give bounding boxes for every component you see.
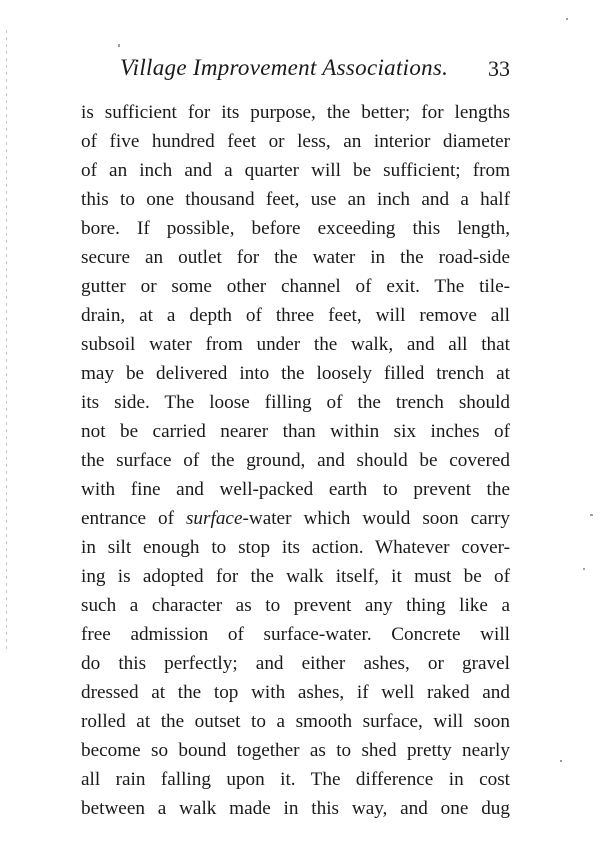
text-line: of an inch and a quarter will be sufficient; from [81,160,510,181]
text-line: drain, at a depth of three feet, will remove all [81,305,510,326]
text-line: dressed at the top with ashes, if well raked and [81,682,510,703]
text-line: do this perfectly; and either ashes, or gravel [81,653,510,674]
text-line: the surface of the ground, and should be covered [81,450,510,471]
text-line: all rain falling upon it. The difference in cost [81,769,510,790]
body-text [81,98,510,823]
text-line: rolled at the outset to a smooth surface, will soon [81,711,510,732]
text-fragment: entrance of [81,508,186,529]
scan-margin-edge [6,30,7,650]
text-fragment: -water which would soon carry [242,508,510,529]
text-line: may be delivered into the loosely filled trench at [81,363,510,384]
page-number: 33 [488,56,510,81]
italic-word: surface [185,508,243,529]
scan-speck [590,514,593,516]
text-line: this to one thousand feet, use an inch and a half [81,189,510,210]
scan-speck [566,18,568,20]
running-head [80,55,510,85]
text-line: become so bound together as to shed pretty nearly [81,740,510,761]
scan-speck [560,760,562,762]
text-line: subsoil water from under the walk, and all that [81,334,510,355]
text-line: such a character as to prevent any thing like a [81,595,510,616]
text-line: gutter or some other channel of exit. The tile- [81,276,510,297]
text-line: in silt enough to stop its action. Whatever cover- [81,537,510,558]
text-line: not be carried nearer than within six inches of [81,421,510,442]
scan-speck [583,568,585,570]
text-line: ing is adopted for the walk itself, it must be of [81,566,510,587]
running-title: Village Improvement Associations. [120,55,449,80]
text-line: free admission of surface-water. Concrete will [81,624,510,645]
text-line: bore. If possible, before exceeding this length, [81,218,510,239]
text-line: its side. The loose filling of the trench should [81,392,510,413]
text-line: secure an outlet for the water in the road-side [81,247,510,268]
text-line: is sufficient for its purpose, the better; for lengths [81,102,510,123]
text-line: with fine and well-packed earth to prevent the [81,479,510,500]
scan-speck [118,44,120,47]
text-line-with-italic [81,504,510,533]
text-line: between a walk made in this way, and one dug [81,798,510,819]
text-line: of five hundred feet or less, an interior diameter [81,131,510,152]
